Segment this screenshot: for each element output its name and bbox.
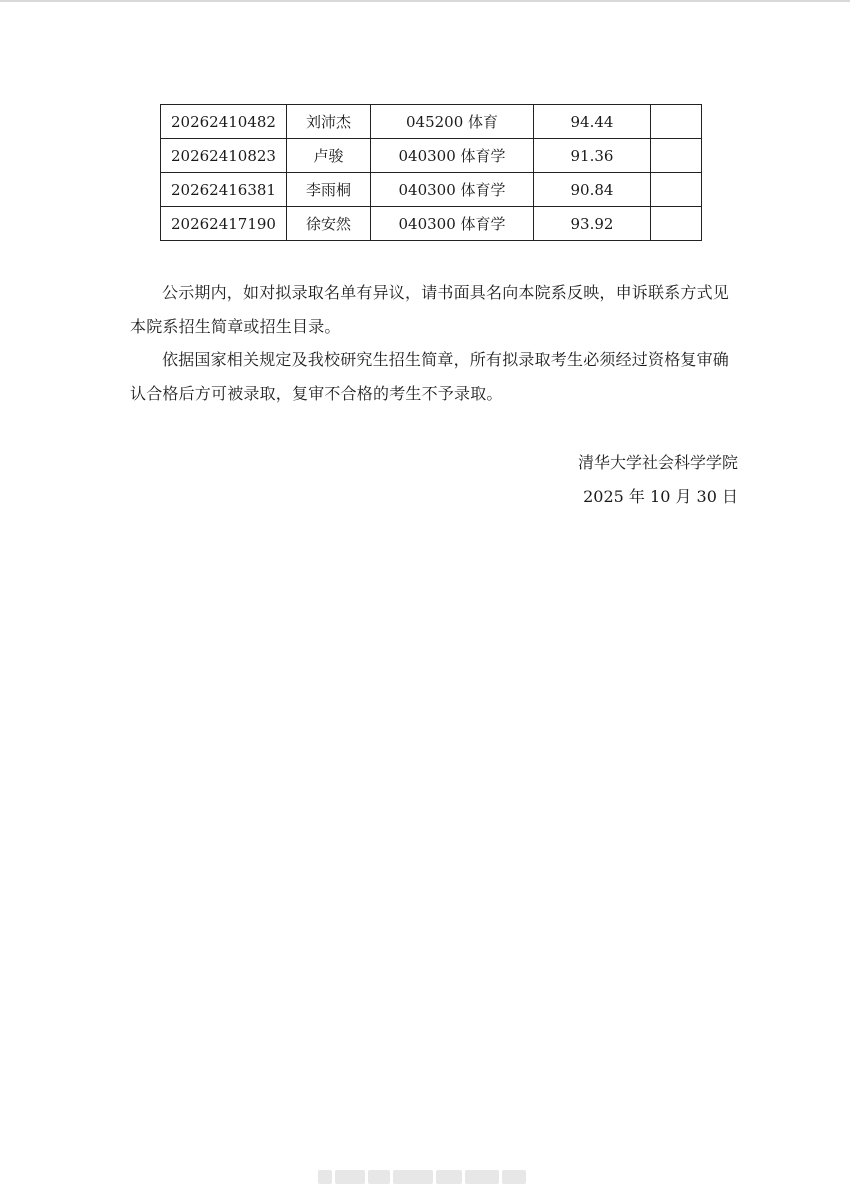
candidate-name-cell: 卢骏 xyxy=(287,139,371,173)
admission-table xyxy=(160,104,702,241)
watermark-segment xyxy=(335,1170,365,1184)
issue-date: 2025 年 10 月 30 日 xyxy=(583,487,738,506)
major-cell: 040300 体育学 xyxy=(371,173,534,207)
remark-cell xyxy=(651,207,702,241)
table-row xyxy=(161,139,702,173)
watermark-segment xyxy=(368,1170,390,1184)
candidate-name-cell: 徐安然 xyxy=(287,207,371,241)
score-cell: 94.44 xyxy=(534,105,651,139)
major-cell: 045200 体育 xyxy=(371,105,534,139)
score-cell: 93.92 xyxy=(534,207,651,241)
watermark-segment xyxy=(502,1170,526,1184)
watermark-segment xyxy=(393,1170,433,1184)
table-row xyxy=(161,173,702,207)
remark-cell xyxy=(651,139,702,173)
table-row xyxy=(161,105,702,139)
remark-cell xyxy=(651,105,702,139)
table-row xyxy=(161,207,702,241)
candidate-id-cell: 20262416381 xyxy=(161,173,287,207)
watermark-bar xyxy=(318,1163,528,1191)
signature-block xyxy=(578,446,738,514)
candidate-name-cell: 刘沛杰 xyxy=(287,105,371,139)
candidate-id-cell: 20262417190 xyxy=(161,207,287,241)
objection-notice-paragraph: 公示期内，如对拟录取名单有异议，请书面具名向本院系反映，申诉联系方式见本院系招生简章或招生目录。 xyxy=(130,283,730,336)
candidate-name-cell: 李雨桐 xyxy=(287,173,371,207)
score-cell: 90.84 xyxy=(534,173,651,207)
score-cell: 91.36 xyxy=(534,139,651,173)
qualification-review-paragraph: 依据国家相关规定及我校研究生招生简章，所有拟录取考生必须经过资格复审确认合格后方可被录取，复审不合格的考生不予录取。 xyxy=(130,350,730,403)
institution-name: 清华大学社会科学学院 xyxy=(577,453,738,472)
candidate-id-cell: 20262410482 xyxy=(161,105,287,139)
major-cell: 040300 体育学 xyxy=(371,139,534,173)
watermark-segment xyxy=(436,1170,462,1184)
watermark-segment xyxy=(465,1170,499,1184)
major-cell: 040300 体育学 xyxy=(371,207,534,241)
watermark-segment xyxy=(318,1170,332,1184)
remark-cell xyxy=(651,173,702,207)
candidate-id-cell: 20262410823 xyxy=(161,139,287,173)
top-border xyxy=(0,0,850,2)
